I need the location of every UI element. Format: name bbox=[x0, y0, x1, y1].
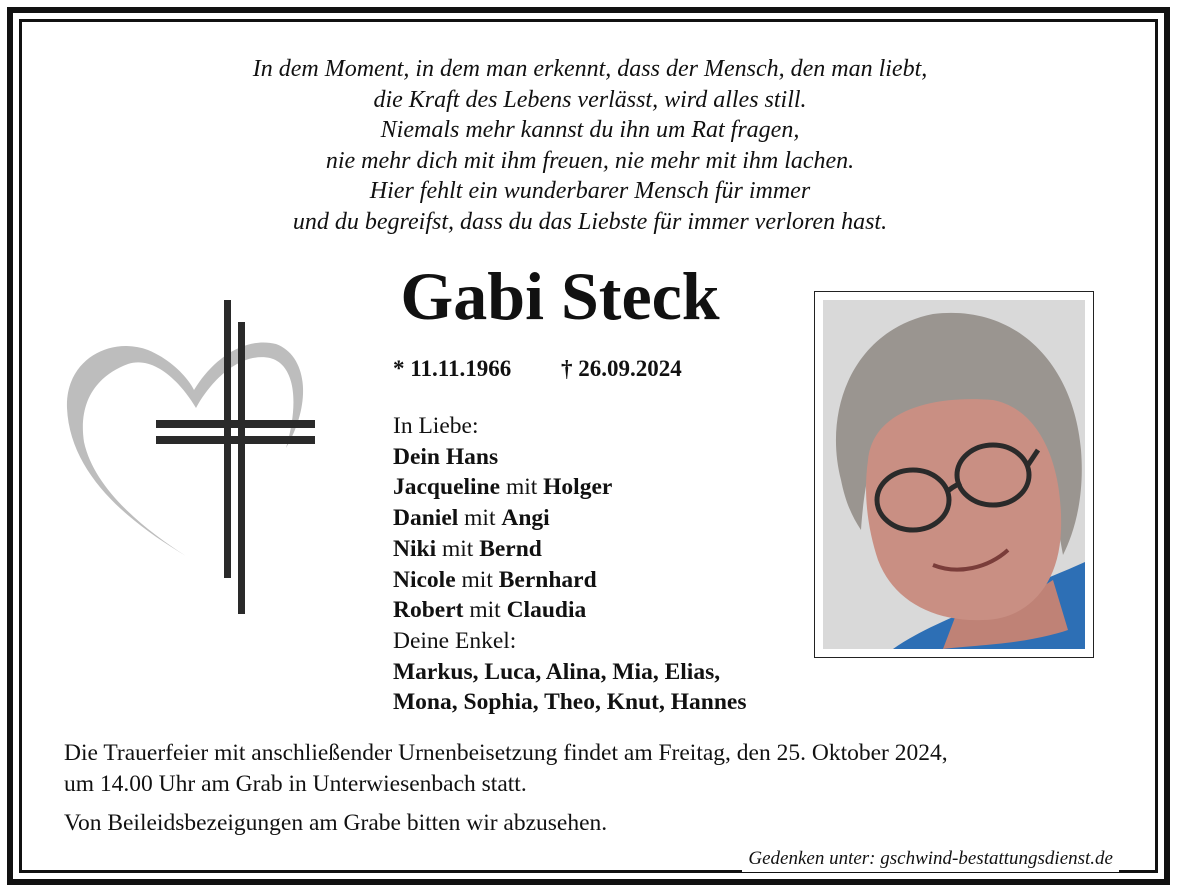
poem-line: und du begreifst, dass du das Liebste für immer verloren hast. bbox=[292, 208, 888, 235]
grandchildren-line: Markus, Luca, Alina, Mia, Elias, bbox=[393, 658, 721, 685]
family-couple bbox=[393, 534, 746, 565]
portrait-photo bbox=[823, 300, 1085, 649]
family-couple bbox=[393, 503, 746, 534]
family-member: Claudia bbox=[506, 597, 587, 624]
family-connector: mit bbox=[441, 535, 474, 562]
family-member: Nicole bbox=[393, 566, 456, 593]
family-member: Bernhard bbox=[498, 566, 597, 593]
poem-line: die Kraft des Lebens verlässt, wird alles still. bbox=[373, 86, 807, 113]
ceremony-line: Die Trauerfeier mit anschließender Urnenbeisetzung findet am Freitag, den 25. Oktober 2024, bbox=[64, 740, 948, 766]
family-list bbox=[393, 411, 746, 718]
heart-cross-icon bbox=[62, 298, 322, 618]
cross bbox=[156, 300, 315, 614]
ceremony-notice bbox=[64, 738, 948, 800]
poem-line: Hier fehlt ein wunderbarer Mensch für immer bbox=[369, 178, 811, 204]
family-couple bbox=[393, 595, 746, 626]
family-member: Robert bbox=[393, 597, 464, 624]
poem-line: In dem Moment, in dem man erkennt, dass der Mensch, den man liebt, bbox=[252, 56, 928, 82]
family-connector: mit bbox=[461, 566, 493, 593]
life-dates bbox=[393, 354, 682, 384]
family-member: Holger bbox=[543, 474, 613, 501]
family-connector: mit bbox=[505, 474, 538, 501]
family-member: Angi bbox=[501, 505, 550, 532]
family-spouse: Dein Hans bbox=[393, 443, 499, 470]
family-couple bbox=[393, 565, 746, 596]
grandchildren-label: Deine Enkel: bbox=[393, 627, 517, 654]
death-date: † 26.09.2024 bbox=[560, 356, 682, 381]
poem-line: Niemals mehr kannst du ihn um Rat fragen, bbox=[380, 117, 800, 143]
poem bbox=[40, 54, 1140, 237]
family-member: Jacqueline bbox=[393, 474, 501, 501]
face bbox=[866, 399, 1061, 620]
family-intro: In Liebe: bbox=[393, 413, 479, 439]
family-couple bbox=[393, 472, 746, 503]
grandchildren-line: Mona, Sophia, Theo, Knut, Hannes bbox=[393, 689, 747, 716]
deceased-name: Gabi Steck bbox=[400, 258, 720, 334]
ceremony-line: um 14.00 Uhr am Grab in Unterwiesenbach statt. bbox=[64, 771, 527, 797]
family-connector: mit bbox=[464, 505, 496, 532]
family-connector: mit bbox=[469, 597, 501, 624]
poem-line: nie mehr dich mit ihm freuen, nie mehr mit ihm lachen. bbox=[325, 147, 855, 174]
birth-date: * 11.11.1966 bbox=[393, 356, 512, 381]
heart-outline bbox=[67, 342, 303, 556]
family-member: Niki bbox=[393, 535, 437, 562]
portrait-frame bbox=[814, 291, 1094, 658]
family-member: Bernd bbox=[479, 535, 542, 562]
memorial-link[interactable]: Gedenken unter: gschwind-bestattungsdienst.de bbox=[742, 846, 1119, 872]
family-member: Daniel bbox=[393, 505, 459, 532]
condolence-note: Von Beileidsbezeigungen am Grabe bitten wir abzusehen. bbox=[64, 810, 608, 836]
